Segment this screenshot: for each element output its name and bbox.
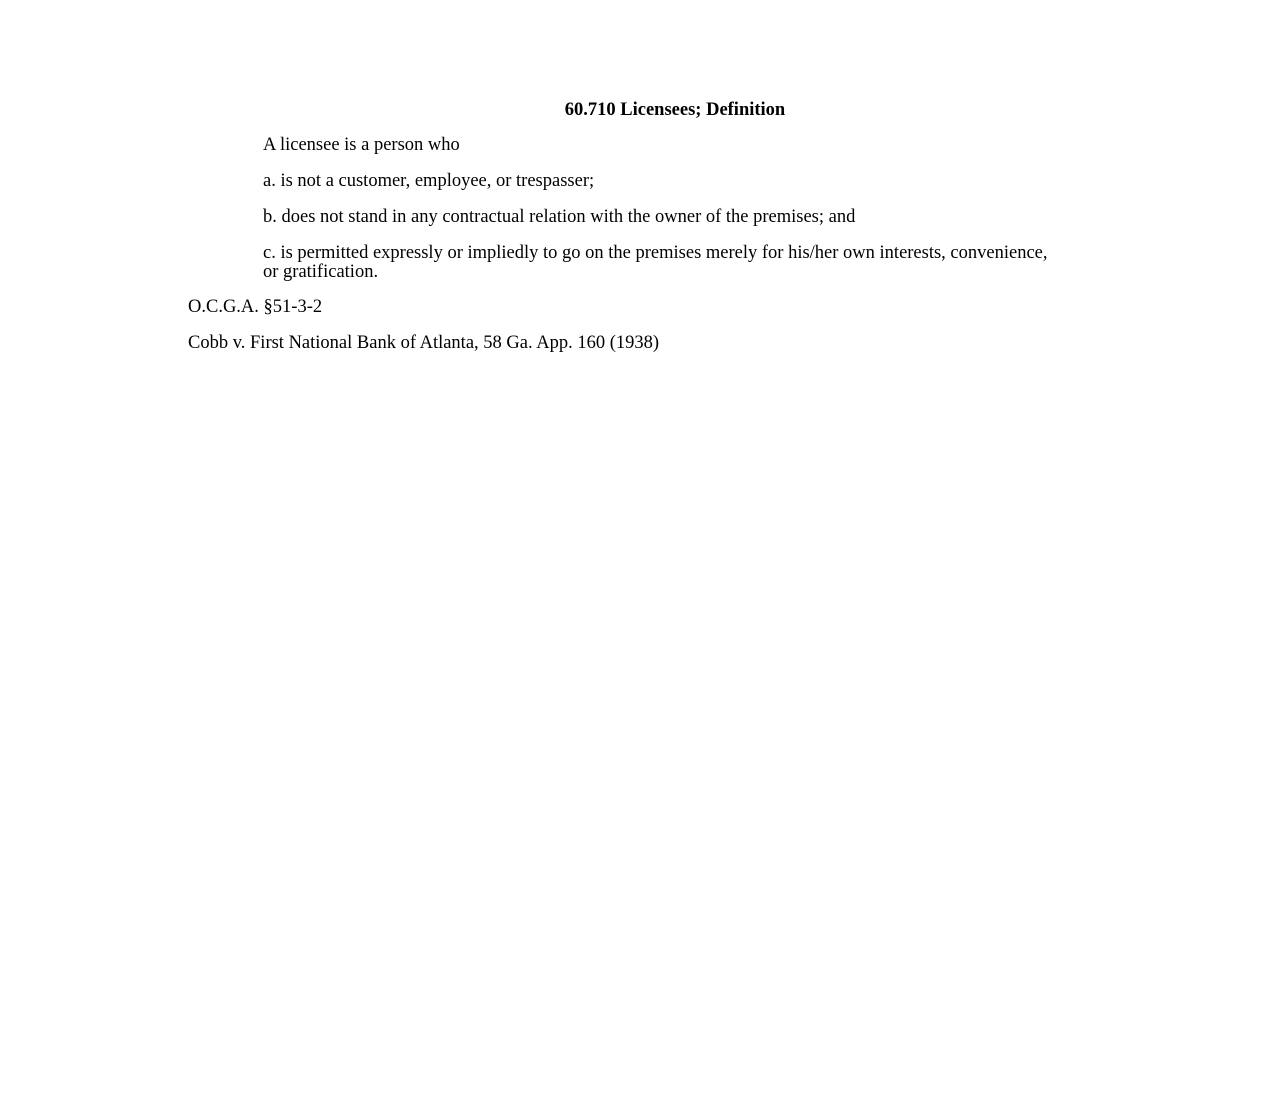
definition-item-b: b. does not stand in any contractual relation with the owner of the premises; and xyxy=(263,207,856,227)
citation-statute: O.C.G.A. §51-3-2 xyxy=(188,297,323,317)
document-title: 60.710 Licensees; Definition xyxy=(564,100,786,120)
definition-item-a: a. is not a customer, employee, or trespasser; xyxy=(263,171,595,191)
definition-item-c: c. is permitted expressly or impliedly to go on the premises merely for his/her own interests, convenience, or gratification. xyxy=(263,243,1048,282)
citation-case: Cobb v. First National Bank of Atlanta, 58 Ga. App. 160 (1938) xyxy=(188,333,660,353)
definition-intro: A licensee is a person who xyxy=(263,135,460,155)
